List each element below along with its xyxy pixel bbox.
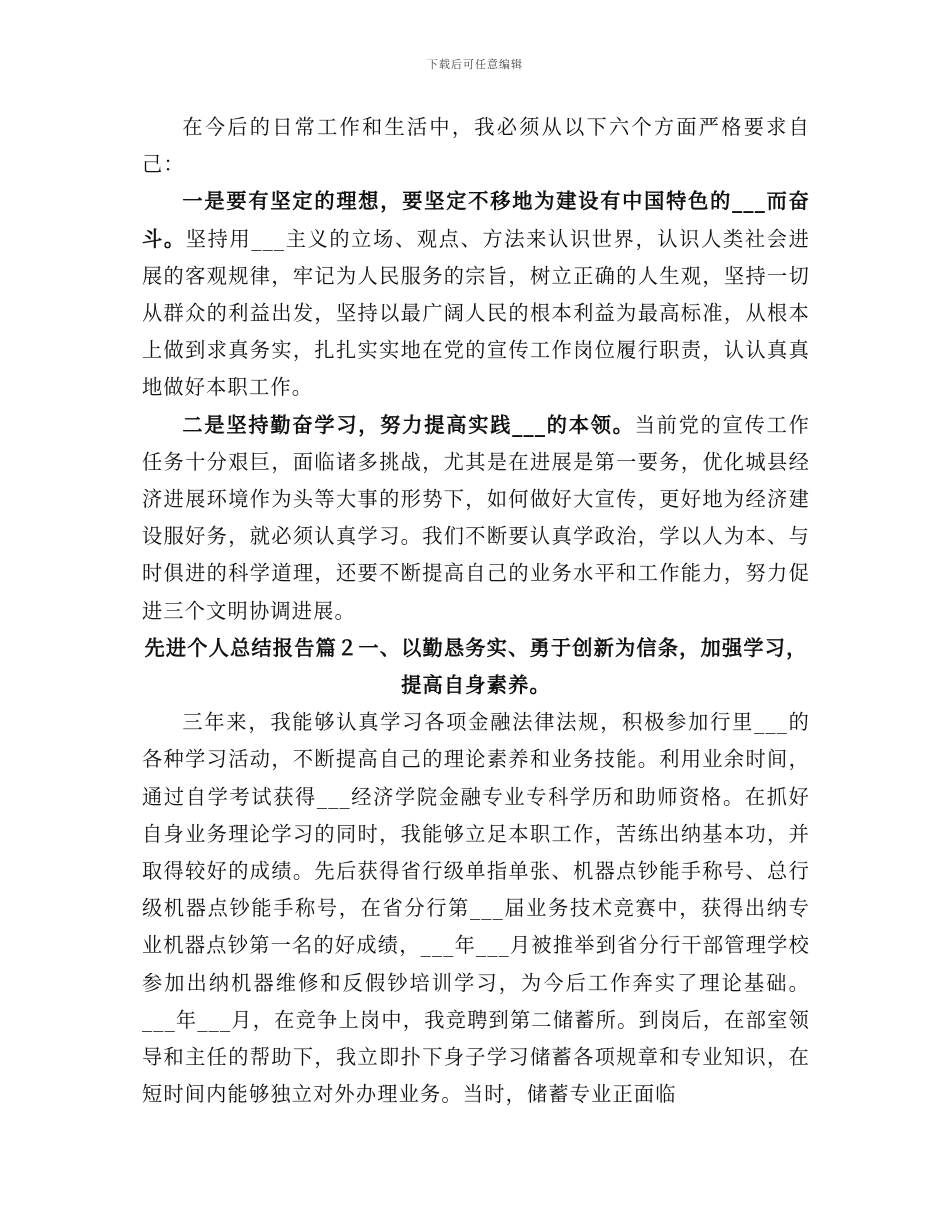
paragraph-three-years: 三年来，我能够认真学习各项金融法律法规，积极参加行里___的各种学习活动，不断提高自己的理论素养和业务技能。利用业余时间，通过自学考试获得___经济学院金融专业专科学历和助师资格。在抓好自身业务理论学习的同时，我能够立足本职工作，苦练出纳基本功，并取得较好的成绩。先后获得省行级单指单张、机器点钞能手称号、总行级机器点钞能手称号，在省分行第___届业务技术竞赛中，获得出纳专业机器点钞第一名的好成绩，___年___月被推举到省分行干部管理学校参加出纳机器维修和反假钞培训学习，为今后工作奔实了理论基础。___年___月，在竞争上岗中，我竞聘到第二储蓄所。到岗后，在部室领导和主任的帮助下，我立即扑下身子学习储蓄各项规章和专业知识，在短时间内能够独立对外办理业务。当时，储蓄专业正面临 bbox=[142, 710, 810, 1107]
point-one-text: 坚持用___主义的立场、观点、方法来认识世界，认识人类社会进展的客观规律，牢记为人民服务的宗旨，树立正确的人生观，坚持一切从群众的利益出发，坚持以最广阔人民的根本利益为最高标准，从根本上做到求真务实，扎扎实实地在党的宣传工作岗位履行职责，认认真真地做好本职工作。 bbox=[142, 226, 810, 400]
point-two-text: 当前党的宣传工作任务十分艰巨，面临诸多挑战，尤其是在进展是第一要务，优化城县经济进展环境作为头等大事的形势下，如何做好大宣传，更好地为经济建设服好务，就必须认真学习。我们不断要认真学政治，学以人为本、与时俱进的科学道理，还要不断提高自己的业务水平和工作能力，努力促进三个文明协调进展。 bbox=[142, 412, 811, 623]
section-heading: 先进个人总结报告篇２一、以勤恳务实、勇于创新为信条，加强学习，提高自身素养。 bbox=[144, 635, 808, 698]
paragraph-intro: 在今后的日常工作和生活中，我必须从以下六个方面严格要求自己： bbox=[142, 115, 810, 177]
point-two-title: 二是坚持勤奋学习，努力提高实践___的本领。 bbox=[182, 412, 635, 437]
point-one-title: 一是要有坚定的理想，要坚定不移地为建设有中国特色的___而奋斗。 bbox=[142, 189, 810, 251]
paragraph-point-two bbox=[142, 407, 810, 630]
document-body bbox=[142, 109, 810, 1113]
page-header: 下载后可任意编辑 bbox=[427, 58, 523, 71]
paragraph-point-one bbox=[142, 183, 810, 406]
